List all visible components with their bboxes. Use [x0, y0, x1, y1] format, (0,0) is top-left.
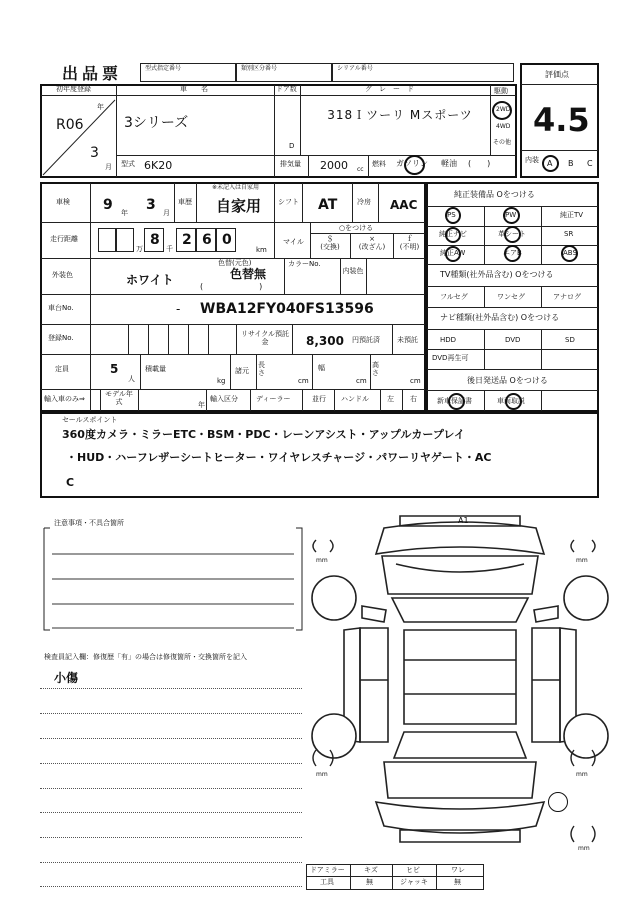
nav-dvd: DVD: [505, 336, 521, 344]
car-name-label: 車 名: [180, 85, 208, 93]
legend-header-4: ワレ: [451, 866, 465, 874]
history-note: ※未記入は自家用: [212, 184, 260, 191]
equip-pw: PW: [505, 211, 517, 219]
circle-mark-grade-a: [542, 155, 559, 172]
interior-grade-b: B: [568, 159, 574, 168]
sales-points-line3: C: [66, 476, 75, 489]
kg-unit: kg: [217, 377, 226, 385]
note-line: [40, 812, 302, 813]
chassis-label: 車台No.: [48, 304, 74, 312]
displacement-label: 排気量: [280, 160, 301, 168]
sales-points-line1: 360度カメラ・ミラーETC・BSM・PDC・レーンアシスト・アップルカープレイ: [62, 428, 465, 441]
equip-aw: 純正AW: [440, 249, 466, 257]
mileage-digit-box: [116, 228, 134, 252]
drive-4wd: 4WD: [496, 123, 511, 130]
grade-label: グ レ ー ド: [365, 85, 414, 93]
handle-left: 左: [387, 395, 394, 403]
shift-label: シフト: [278, 198, 299, 206]
recycle-unpaid: 未預託: [397, 336, 418, 344]
fuel-diesel: 軽油: [441, 159, 457, 168]
equip-airbag: エアB: [503, 249, 522, 257]
capacity-value: 5: [110, 362, 119, 376]
score-value: 4.5: [533, 101, 590, 139]
chassis-dash: -: [176, 302, 181, 316]
later-manual: 車両取説: [497, 397, 525, 405]
inspection-label: 車検: [56, 198, 70, 206]
extra-wheel-mark: [548, 792, 568, 812]
model-year-unit: 年: [198, 401, 205, 409]
circle-mark-aw: [445, 246, 461, 262]
note-line: [40, 886, 302, 887]
inspector-label: 検査員記入欄：修復歴「有」の場合は修復箇所・交換箇所を記入: [44, 653, 247, 661]
mileage-digit-3: 8: [150, 232, 160, 248]
interior-grade-c: C: [587, 159, 593, 168]
month-unit: 月: [105, 163, 112, 171]
drive-2wd: 2WD: [496, 106, 511, 113]
circle-mark-ps: [445, 207, 461, 224]
score-label: 評価点: [545, 70, 569, 79]
inspector-note: 小傷: [54, 671, 79, 685]
first-reg-year: R06: [56, 117, 84, 133]
history-value: 自家用: [216, 197, 262, 215]
interior-grade-a: A: [547, 159, 553, 168]
length-label: 長さ: [258, 361, 265, 377]
circle-mark-2wd: [492, 101, 512, 120]
load-label: 積載量: [145, 365, 166, 373]
fuel-gasoline: ガソリン: [396, 159, 428, 168]
later-warranty: 新車保証書: [437, 397, 472, 405]
tv-one: ワンセグ: [497, 293, 525, 301]
color-change-label: 色替(元色): [218, 259, 252, 267]
inspection-month-unit: 月: [163, 209, 170, 217]
registration-label: 登録No.: [48, 334, 74, 342]
circle-mark-warranty: [448, 393, 465, 410]
dims-label: 諸元: [235, 367, 249, 375]
fuel-label: 燃料: [372, 160, 386, 168]
mileage-digit-6: 0: [222, 232, 232, 248]
man-unit: 万: [136, 245, 143, 253]
equip-ps: PS: [447, 211, 456, 219]
fuel-other: ( ): [468, 159, 491, 168]
legend-header-2: キズ: [364, 866, 378, 874]
sales-points-line2: ・HUD・ハーフレザーシートヒーター・ワイヤレスチャージ・パワーリヤゲート・AC: [66, 451, 492, 464]
cc-unit: cc: [357, 166, 364, 173]
year-unit: 年: [97, 103, 104, 111]
displacement-value: 2000: [320, 159, 348, 172]
model-value: 6K20: [144, 159, 173, 172]
import-parallel: 並行: [312, 395, 326, 403]
circle-mark-navi: [445, 227, 461, 243]
sen-unit: 千: [166, 245, 173, 253]
inspection-year-unit: 年: [121, 209, 128, 217]
recycle-amount: 8,300: [306, 334, 344, 348]
mileage-digit-4: 2: [182, 232, 192, 248]
interior-color-label: 内装色: [342, 267, 364, 275]
mile-tamper: × (改ざん): [358, 235, 386, 251]
tv-analog: アナログ: [553, 293, 581, 301]
equip-sr: SR: [564, 230, 574, 238]
ac-value: AAC: [390, 198, 418, 212]
tv-header: TV種類(社外品含む) Oをつける: [440, 270, 554, 279]
caution-label: 注意事項・不具合箇所: [54, 519, 124, 527]
legend-value-2: 無: [366, 878, 373, 886]
dvd-label: DVD再生可: [432, 354, 469, 362]
mm-bottom: mm: [578, 845, 590, 852]
grade-value: 318Ｉツーリ Mスポーツ: [327, 108, 473, 122]
person-unit: 人: [128, 375, 135, 383]
model-year-label: モデル年式: [105, 390, 133, 406]
sheet-title: 出品票: [62, 64, 123, 83]
color-change-value: 色替無: [230, 267, 267, 281]
recycle-label: リサイクル預託金: [240, 330, 290, 347]
import-type-label: 輸入区分: [210, 395, 238, 403]
caution-bracket: [38, 524, 308, 636]
model-label: 型式: [121, 160, 135, 168]
diagram-a1-label: A1: [458, 516, 469, 525]
mile-swap: ＄ (交換): [320, 235, 340, 251]
sales-points-label: セールスポイント: [62, 416, 118, 424]
equip-navi: 純正ナビ: [439, 230, 467, 238]
exterior-label: 外装色: [52, 271, 73, 279]
first-reg-month: 3: [90, 145, 99, 161]
mileage-label: 走行距離: [50, 235, 78, 243]
model-cert-label: 型式指定番号: [145, 65, 182, 72]
note-line: [40, 713, 302, 714]
mile-label: マイル: [283, 238, 304, 246]
ac-label: 冷房: [357, 198, 371, 206]
shift-value: AT: [318, 197, 338, 213]
color-change-paren: ( ): [200, 282, 263, 291]
drive-label: 駆動: [494, 87, 508, 95]
capacity-label: 定員: [55, 365, 69, 373]
note-line: [40, 837, 302, 838]
legend-value-4: 無: [454, 878, 461, 886]
tv-full: フルセグ: [440, 293, 468, 301]
drive-other: その他: [493, 139, 512, 146]
legend-header-1: ドアミラー: [310, 866, 345, 874]
nav-header: ナビ種類(社外品含む) Oをつける: [440, 313, 560, 322]
inspection-month: 3: [146, 197, 156, 213]
import-label: 輸入車のみ⇒: [44, 395, 85, 403]
km-unit: km: [256, 246, 267, 254]
note-line: [40, 688, 302, 689]
mile-unknown: ｆ (不明): [399, 235, 420, 251]
legend-header-3: ヒビ: [406, 866, 420, 874]
mm-front-left: mm: [316, 557, 328, 564]
legend-value-3: ジャッキ: [400, 878, 428, 886]
legend-value-1: 工具: [320, 878, 334, 886]
category-label: 類別区分番号: [241, 65, 278, 72]
circle-mark-gasoline: [404, 155, 425, 175]
equipment-header: 純正装備品 Oをつける: [454, 190, 535, 199]
equip-abs: ABS: [563, 249, 577, 257]
inspection-year: 9: [103, 197, 113, 213]
height-cm: cm: [410, 377, 421, 385]
nav-sd: SD: [565, 336, 575, 344]
car-name-value: 3シリーズ: [124, 115, 189, 131]
handle-label: ハンドル: [341, 395, 369, 403]
circle-mark-airbag: [504, 245, 521, 262]
circle-mark-leather: [504, 226, 521, 243]
circle-mark-pw: [503, 207, 520, 224]
chassis-number: WBA12FY040FS13596: [200, 301, 374, 317]
color-no-label: カラーNo.: [288, 260, 321, 268]
length-cm: cm: [298, 377, 309, 385]
circle-mark-manual: [505, 393, 522, 410]
vehicle-detail-block: [40, 182, 426, 412]
equip-leather: 革シート: [498, 230, 526, 238]
history-label: 車歴: [178, 198, 192, 206]
mileage-digit-box: [98, 228, 116, 252]
note-line: [40, 788, 302, 789]
handle-right: 右: [410, 395, 417, 403]
recycle-paid: 円預託済: [352, 336, 380, 344]
note-line: [40, 763, 302, 764]
width-cm: cm: [356, 377, 367, 385]
note-line: [40, 862, 302, 863]
width-label: 幅: [318, 364, 325, 372]
doors-value: D: [289, 142, 295, 150]
import-dealer: ディーラー: [256, 395, 291, 403]
height-label: 高さ: [372, 361, 379, 377]
first-reg-label: 初年度登録: [56, 85, 91, 93]
note-line: [40, 738, 302, 739]
mm-rear-right: mm: [576, 771, 588, 778]
later-header: 後日発送品 Oをつける: [467, 376, 548, 385]
equip-tv: 純正TV: [560, 211, 584, 219]
serial-label: シリアル番号: [337, 65, 373, 72]
nav-hdd: HDD: [440, 336, 457, 344]
exterior-value: ホワイト: [126, 273, 174, 287]
mm-front-right: mm: [576, 557, 588, 564]
mileage-digit-5: 6: [202, 232, 212, 248]
mileage-circle-note: ○をつける: [339, 224, 374, 232]
doors-label: ドア数: [276, 85, 297, 93]
interior-grade-label: 内装: [525, 156, 539, 164]
mm-rear-left: mm: [316, 771, 328, 778]
circle-mark-abs: [561, 245, 578, 262]
